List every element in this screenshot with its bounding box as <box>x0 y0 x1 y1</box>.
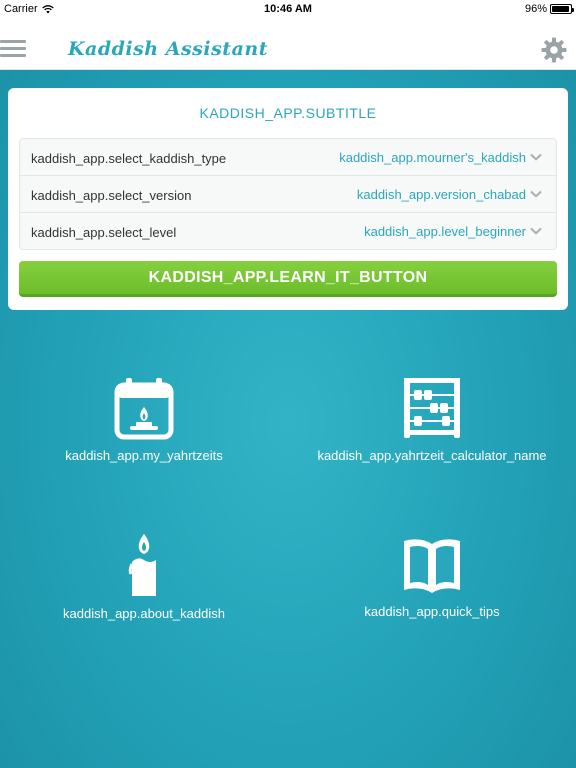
calendar-candle-icon <box>114 376 174 440</box>
tile-label: kaddish_app.my_yahrtzeits <box>65 448 223 463</box>
about-kaddish-tile[interactable] <box>0 534 288 621</box>
gear-icon[interactable] <box>541 37 567 63</box>
select-version-row[interactable] <box>20 176 556 213</box>
chevron-down-icon <box>530 153 542 161</box>
learn-it-button[interactable]: KADDISH_APP.LEARN_IT_BUTTON <box>19 261 557 297</box>
chevron-down-icon <box>530 190 542 198</box>
battery-fill <box>552 6 569 12</box>
my-yahrtzeits-tile[interactable] <box>0 376 288 463</box>
status-time: 10:46 AM <box>264 3 312 15</box>
candle-icon <box>114 534 174 598</box>
option-value: kaddish_app.level_beginner <box>364 224 526 239</box>
card-subtitle: KADDISH_APP.SUBTITLE <box>199 105 377 121</box>
status-bar <box>0 0 576 18</box>
option-label: kaddish_app.select_level <box>31 225 177 240</box>
status-right <box>525 3 572 15</box>
hamburger-menu-icon[interactable] <box>0 40 26 58</box>
tile-label: kaddish_app.about_kaddish <box>63 606 225 621</box>
option-value: kaddish_app.mourner's_kaddish <box>339 150 526 165</box>
abacus-icon <box>402 376 462 440</box>
select-level-row[interactable] <box>20 213 556 250</box>
tile-label: kaddish_app.quick_tips <box>364 604 500 619</box>
tile-label: kaddish_app.yahrtzeit_calculator_name <box>317 448 547 463</box>
quick-tips-tile[interactable] <box>288 534 576 619</box>
battery-percent: 96% <box>524 3 547 15</box>
open-book-icon <box>401 534 463 596</box>
chevron-down-icon <box>530 227 542 235</box>
yahrtzeit-calculator-tile[interactable] <box>288 376 576 463</box>
options-list <box>19 138 557 250</box>
option-label: kaddish_app.select_version <box>31 188 192 203</box>
option-label: kaddish_app.select_kaddish_type <box>31 151 227 166</box>
option-value: kaddish_app.version_chabad <box>356 187 526 202</box>
select-kaddish-type-row[interactable] <box>20 139 556 176</box>
app-title: Kaddish Assistant <box>68 38 268 60</box>
carrier-label: Carrier <box>4 3 38 15</box>
battery-icon <box>550 4 572 14</box>
nav-bar <box>0 18 576 70</box>
kaddish-selection-card <box>8 88 568 310</box>
